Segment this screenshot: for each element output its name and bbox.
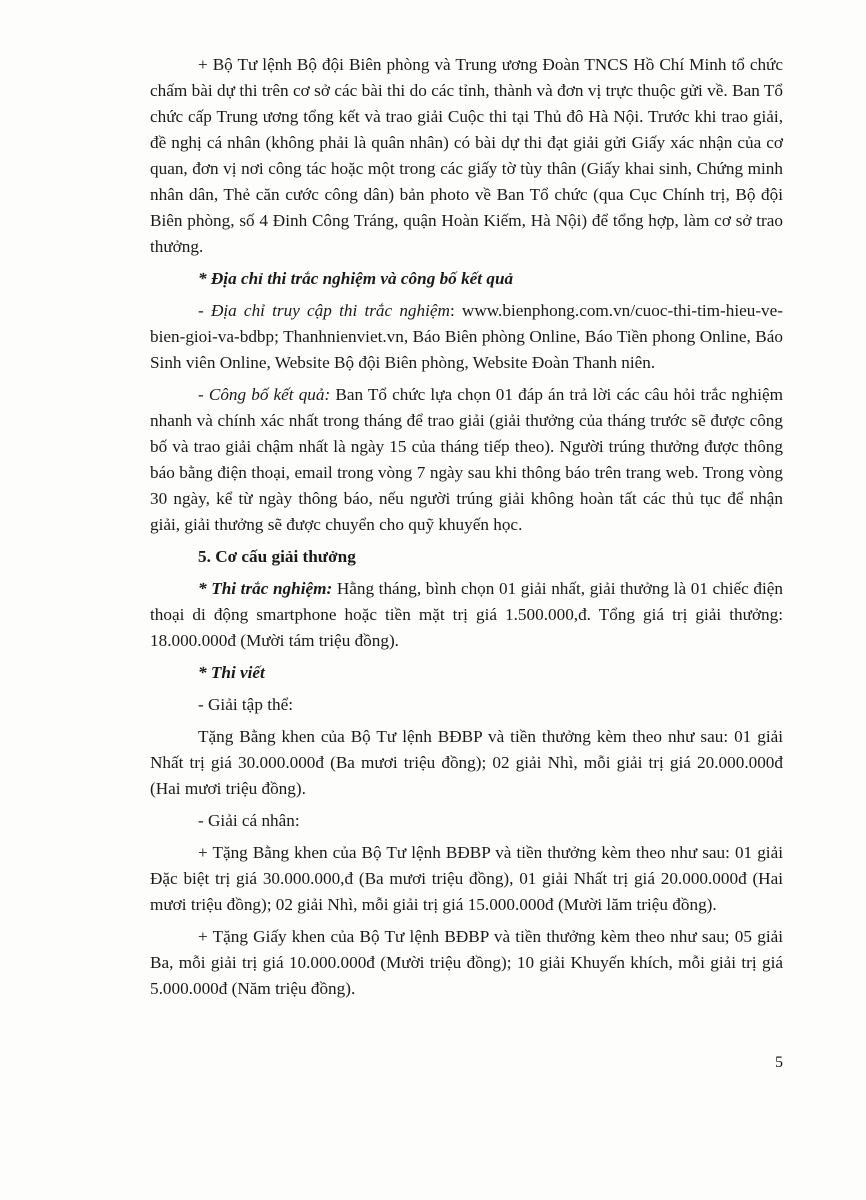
paragraph-results xyxy=(150,382,783,538)
label-results: - Công bố kết quả: xyxy=(198,385,331,404)
heading-test-address: * Địa chỉ thi trắc nghiệm và công bố kết quả xyxy=(198,269,514,288)
text-quiz-prize: Hằng tháng, bình chọn 01 giải nhất, giải thưởng là 01 chiếc điện thoại di động smartphone hoặc tiền mặt trị giá 1.500.000,đ. Tổng giá trị giải thưởng: 18.000.000đ (Mười tám triệu đồng). xyxy=(150,579,783,650)
paragraph-quiz-prize xyxy=(150,576,783,654)
document-body xyxy=(150,52,783,1008)
paragraph-access-address xyxy=(150,298,783,376)
text-results: Ban Tổ chức lựa chọn 01 đáp án trả lời các câu hỏi trắc nghiệm nhanh và chính xác nhất trong tháng để trao giải (giải thưởng của tháng trước sẽ được công bố và trao giải chậm nhất là ngày 15 của tháng tiếp theo). Người trúng thưởng được thông báo bằng điện thoại, email trong vòng 7 ngày sau khi thông báo trên trang web. Trong vòng 30 ngày, kể từ ngày thông báo, nếu người trúng giải không hoàn tất các thủ tục để nhận giải, giải thưởng sẽ được chuyển cho quỹ khuyến học. xyxy=(150,385,783,534)
paragraph-group-prize-label: - Giải tập thể: xyxy=(198,695,293,714)
paragraph-individual-merit: + Tặng Bằng khen của Bộ Tư lệnh BĐBP và tiền thưởng kèm theo như sau: 01 giải Đặc biệt trị giá 30.000.000,đ (Ba mươi triệu đồng), 01 giải Nhất trị giá 20.000.000đ (Hai mươi triệu đồng); 02 giải Nhì, mỗi giải trị giá 15.000.000đ (Mười lăm triệu đồng). xyxy=(150,843,783,914)
text-access-address: : www.bienphong.com.vn/cuoc-thi-tim-hieu-ve-bien-gioi-va-bdbp; Thanhnienviet.vn, Báo Biên phòng Online, Báo Tiền phong Online, Báo Sinh viên Online, Website Bộ đội Biên phòng, Website Đoàn Thanh niên. xyxy=(150,301,783,372)
paragraph-group-prize: Tặng Bằng khen của Bộ Tư lệnh BĐBP và tiền thưởng kèm theo như sau: 01 giải Nhất trị giá 30.000.000đ (Ba mươi triệu đồng); 02 giải Nhì, mỗi giải trị giá 20.000.000đ (Hai mươi triệu đồng). xyxy=(150,727,783,798)
paragraph-individual-certificate: + Tặng Giấy khen của Bộ Tư lệnh BĐBP và tiền thưởng kèm theo như sau; 05 giải Ba, mỗi giải trị giá 10.000.000đ (Mười triệu đồng); 10 giải Khuyến khích, mỗi giải trị giá 5.000.000đ (Năm triệu đồng). xyxy=(150,927,783,998)
section-heading-prizes: 5. Cơ cấu giải thưởng xyxy=(198,547,356,566)
heading-writing: * Thi viết xyxy=(198,663,265,682)
paragraph-individual-prize-label: - Giải cá nhân: xyxy=(198,811,300,830)
label-access-address: - Địa chỉ truy cập thi trắc nghiệm xyxy=(198,301,450,320)
label-quiz-prize: * Thi trắc nghiệm: xyxy=(198,579,333,598)
paragraph-judging: + Bộ Tư lệnh Bộ đội Biên phòng và Trung ương Đoàn TNCS Hồ Chí Minh tổ chức chấm bài dự thi trên cơ sở các bài thi do các tỉnh, thành và đơn vị trực thuộc gửi về. Ban Tổ chức cấp Trung ương tổng kết và trao giải Cuộc thi tại Thủ đô Hà Nội. Trước khi trao giải, đề nghị cá nhân (không phải là quân nhân) có bài dự thi đạt giải gửi Giấy xác nhận của cơ quan, đơn vị nơi công tác hoặc một trong các giấy tờ tùy thân (Giấy khai sinh, Chứng minh nhân dân, Thẻ căn cước công dân) bản photo về Ban Tổ chức (qua Cục Chính trị, Bộ đội Biên phòng, số 4 Đinh Công Tráng, quận Hoàn Kiếm, Hà Nội) để tổng hợp, làm cơ sở trao thưởng. xyxy=(150,55,783,256)
page-number: 5 xyxy=(775,1054,783,1071)
